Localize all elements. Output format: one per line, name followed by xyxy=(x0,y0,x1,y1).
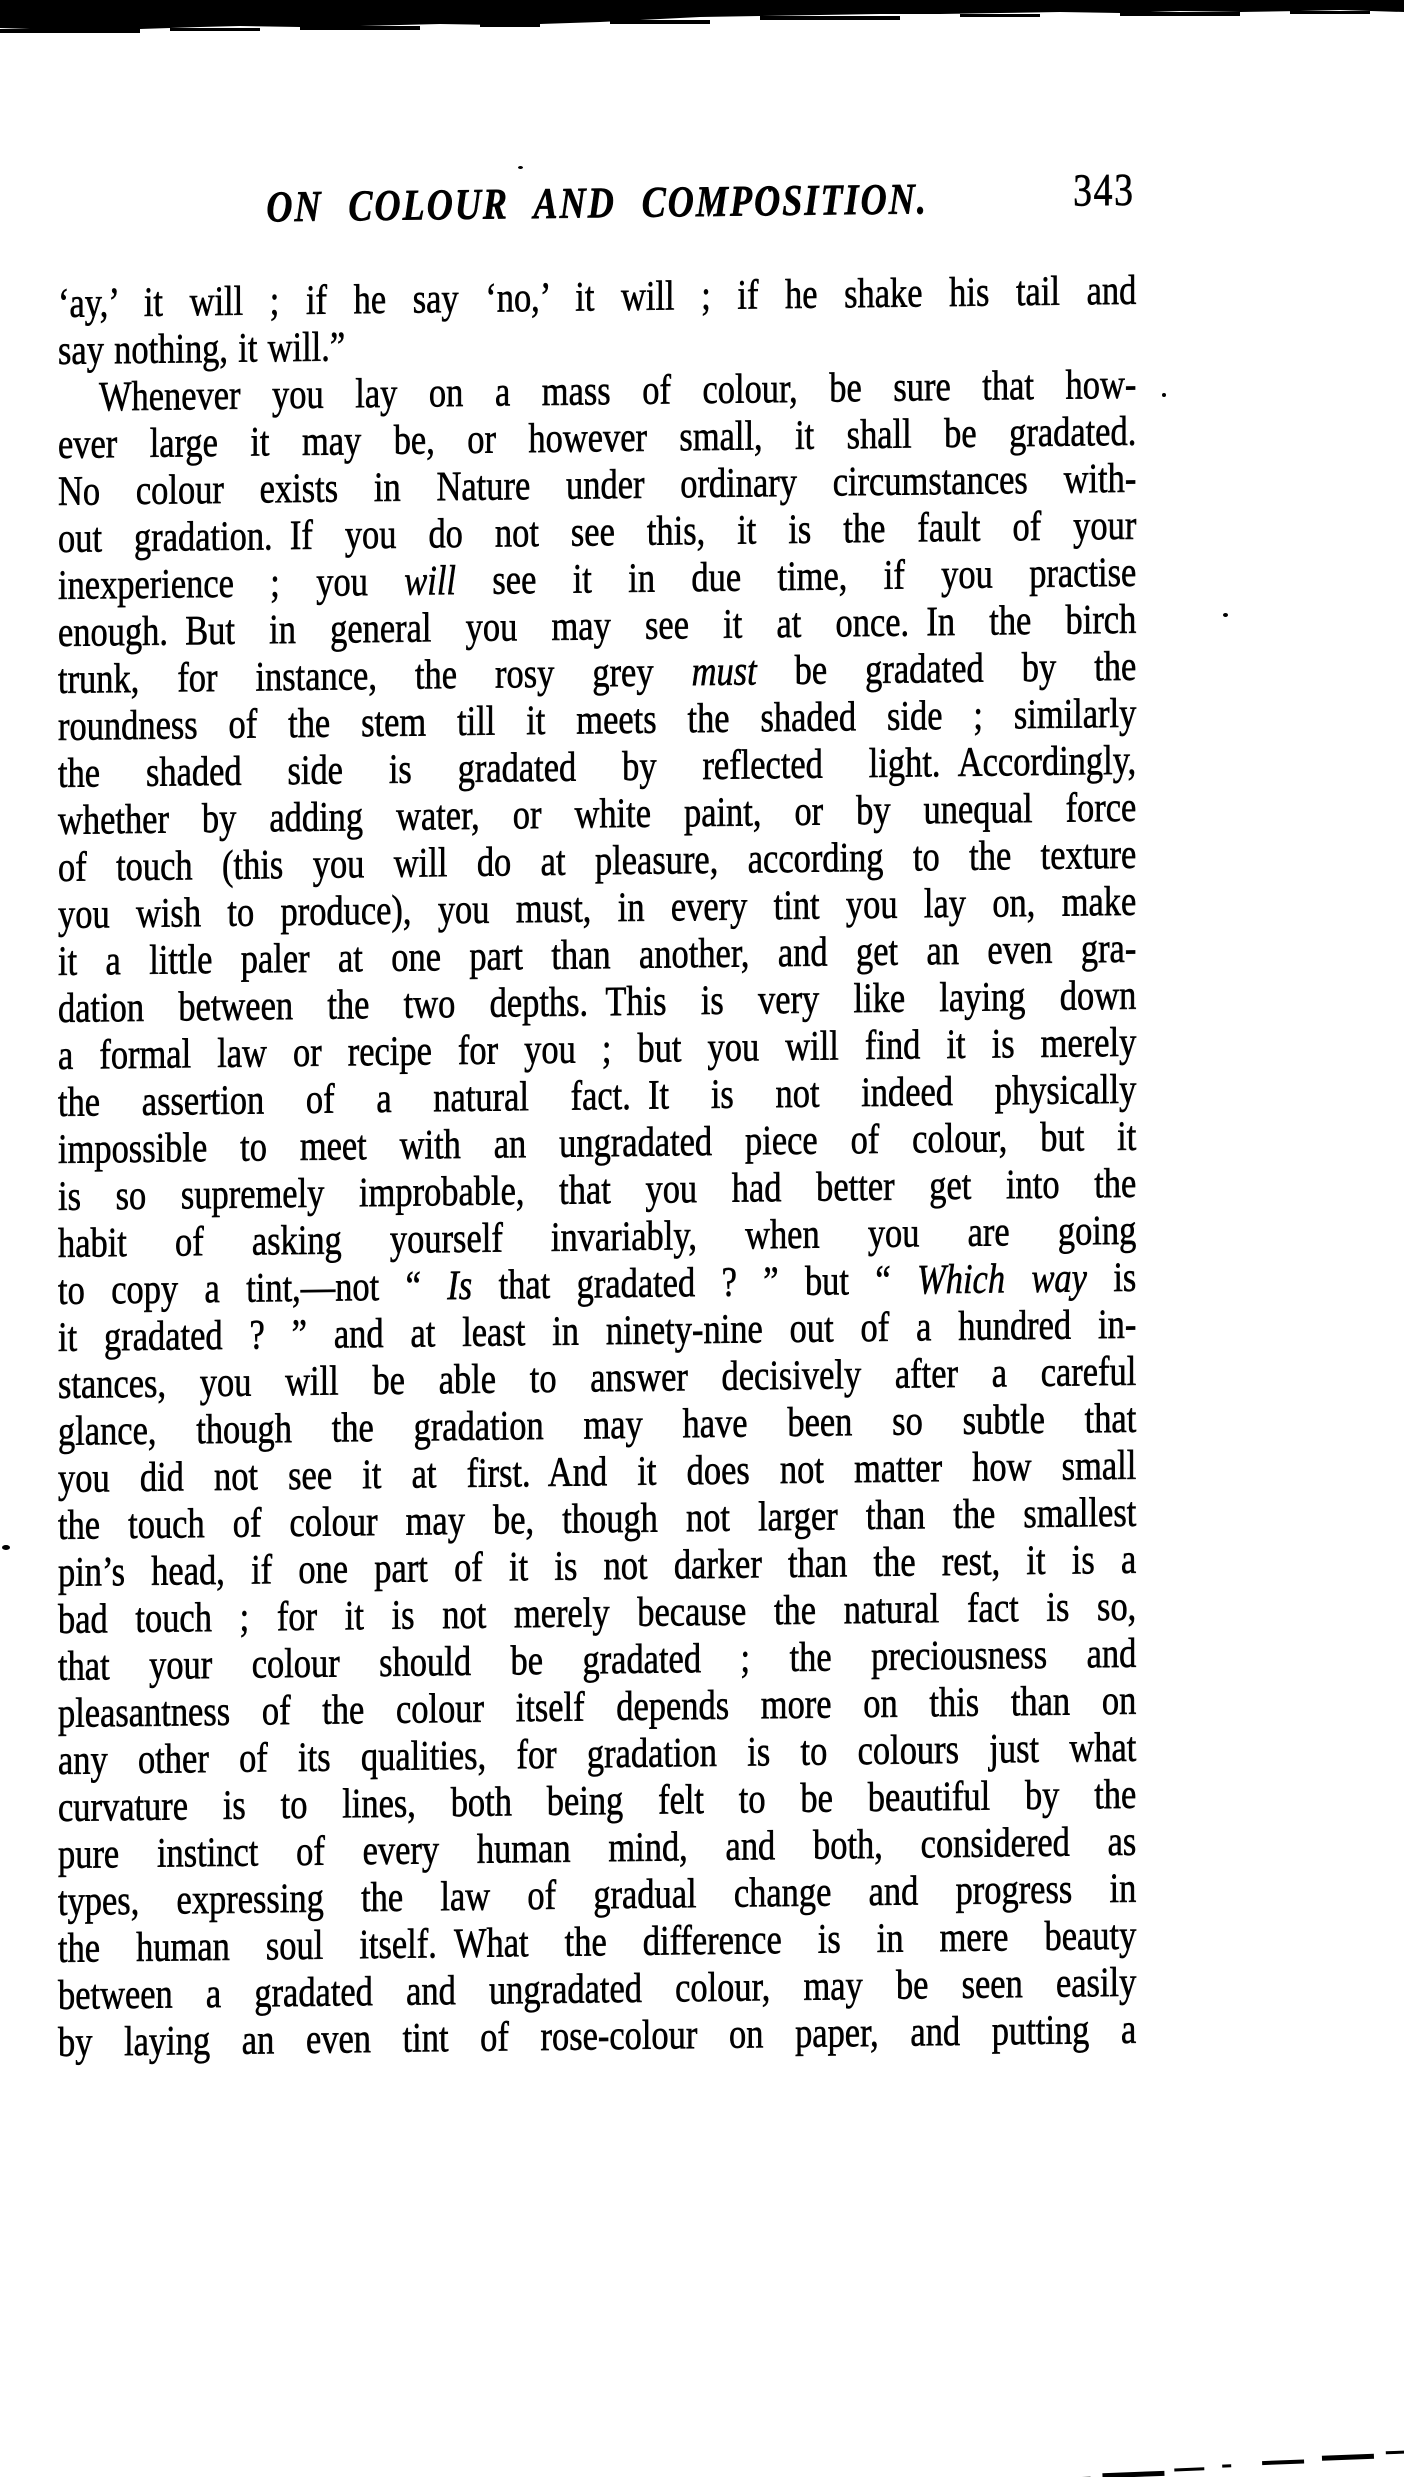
body-line: a formal law or recipe for you ; but you will find it is merely xyxy=(58,1019,1137,1079)
body-line: is so supremely improbable, that you had better get into the xyxy=(58,1160,1137,1220)
body-line: glance, though the gradation may have been so subtle that xyxy=(58,1395,1137,1455)
body-line: the human soul itself. What the difference is in mere beauty xyxy=(58,1912,1137,1972)
body-line: enough. But in general you may see it at once. In the birch xyxy=(58,596,1137,656)
body-line: it gradated ? ” and at least in ninety-nine out of a hundred in- xyxy=(58,1301,1137,1361)
body-lines xyxy=(58,268,1136,2067)
body-line: say nothing, it will.” xyxy=(58,324,346,374)
scan-speck xyxy=(2,1545,10,1550)
body-line: the assertion of a natural fact. It is not indeed physically xyxy=(58,1066,1137,1126)
body-line: pleasantness of the colour itself depends more on this than on xyxy=(58,1677,1137,1737)
body-line: stances, you will be able to answer decisively after a careful xyxy=(58,1348,1137,1408)
body-line: impossible to meet with an ungradated piece of colour, but it xyxy=(58,1113,1137,1173)
body-line: between a gradated and ungradated colour, may be seen easily xyxy=(58,1959,1137,2019)
scan-streak xyxy=(1120,12,1240,16)
running-head xyxy=(58,163,1136,248)
body-line: that your colour should be gradated ; the preciousness and xyxy=(58,1630,1137,1690)
body-line: ‘ay,’ it will ; if he say ‘no,’ it will ; if he shake his tail and xyxy=(58,267,1137,327)
body-line: the shaded side is gradated by reflected light. Accordingly, xyxy=(58,737,1137,797)
body-line: by laying an even tint of rose-colour on paper, and putting a xyxy=(58,2006,1137,2066)
body-line: No colour exists in Nature under ordinary circumstances with- xyxy=(58,455,1137,515)
body-line: any other of its qualities, for gradation is to colours just what xyxy=(58,1724,1137,1784)
body-line: curvature is to lines, both being felt to be beautiful by the xyxy=(58,1771,1137,1831)
page-content xyxy=(58,0,1136,2477)
body-line: ever large it may be, or however small, it shall be gradated. xyxy=(58,408,1137,468)
body-line: dation between the two depths. This is very like laying down xyxy=(58,972,1137,1032)
page-number: 343 xyxy=(1073,163,1135,216)
scan-speck xyxy=(1162,393,1166,397)
scan-streak xyxy=(1290,11,1370,14)
body-line: whether by adding water, or white paint, or by unequal force xyxy=(58,784,1137,844)
body-line: roundness of the stem till it meets the shaded side ; similarly xyxy=(58,690,1137,750)
body-line: types, expressing the law of gradual change and progress in xyxy=(58,1865,1137,1925)
body-line: bad touch ; for it is not merely because the natural fact is so, xyxy=(58,1583,1137,1643)
page-title: ON COLOUR AND COMPOSITION. xyxy=(266,174,928,232)
body-line: to copy a tint,—not “ Is that gradated ? ” but “ Which way is xyxy=(58,1254,1137,1314)
body-line: you wish to produce), you must, in every tint you lay on, make xyxy=(58,878,1137,938)
body-line: habit of asking yourself invariably, when you are going xyxy=(58,1207,1137,1267)
body-line: out gradation. If you do not see this, it is the fault of your xyxy=(58,502,1137,562)
body-line: you did not see it at first. And it does not matter how small xyxy=(58,1442,1137,1502)
body-line: Whenever you lay on a mass of colour, be sure that how- xyxy=(99,361,1137,421)
body-line: pure instinct of every human mind, and both, considered as xyxy=(58,1818,1137,1878)
body-line: trunk, for instance, the rosy grey must be gradated by the xyxy=(58,643,1137,703)
body-line: of touch (this you will do at pleasure, according to the texture xyxy=(58,831,1137,891)
body-line: it a little paler at one part than another, and get an even gra- xyxy=(58,925,1137,985)
body-line: the touch of colour may be, though not larger than the smallest xyxy=(58,1489,1137,1549)
scan-speck xyxy=(1223,613,1228,617)
body-line: pin’s head, if one part of it is not darker than the rest, it is a xyxy=(58,1536,1137,1596)
body-line: inexperience ; you will see it in due time, if you practise xyxy=(58,549,1137,609)
